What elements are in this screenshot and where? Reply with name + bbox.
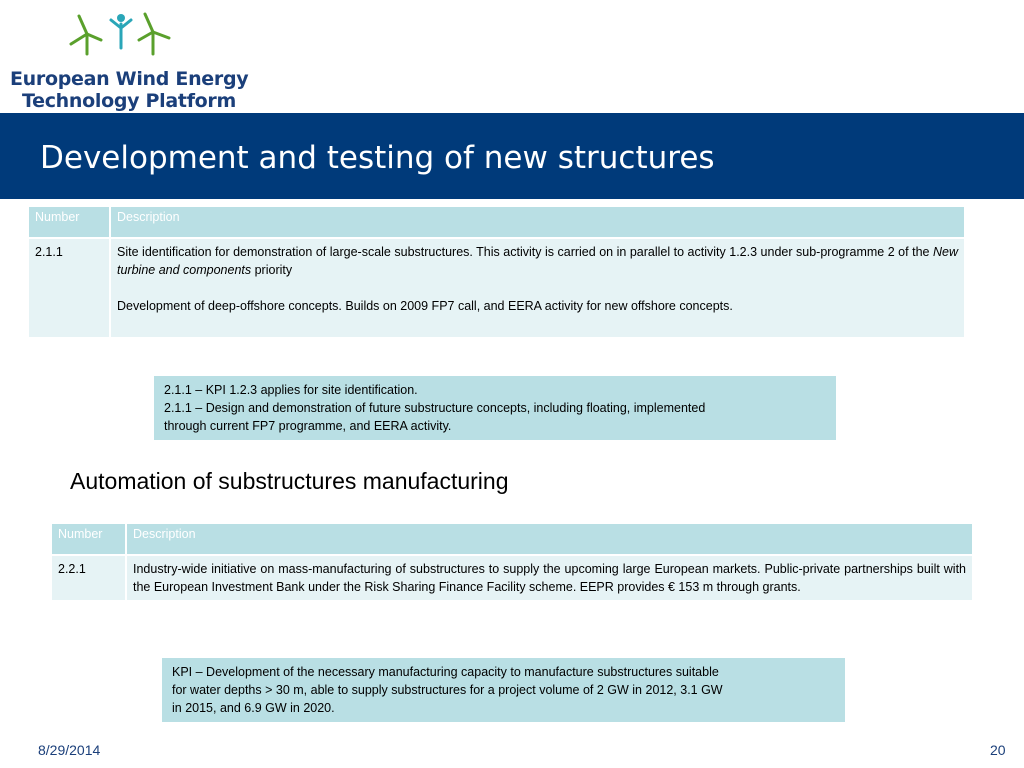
row-number: 2.2.1: [52, 556, 125, 600]
header-number: Number: [29, 207, 109, 237]
header-description: Description: [111, 207, 964, 237]
section-heading: Automation of substructures manufacturing: [70, 468, 509, 494]
footer-date: 8/29/2014: [38, 742, 101, 758]
activity-table-1: [27, 205, 966, 339]
row-description: [111, 239, 964, 337]
header-description: Description: [127, 524, 972, 554]
table-header-row: [29, 207, 964, 237]
row-description: Industry-wide initiative on mass-manufacturing of substructures to supply the upcoming large European markets. Public-private partnerships built with the European Investment Bank under the Risk Sharing Finance Facility scheme. EEPR provides € 153 m through grants.: [127, 556, 972, 600]
kpi-line: through current FP7 programme, and EERA activity.: [164, 419, 452, 433]
desc-text-end: priority: [251, 263, 293, 277]
kpi-line: 2.1.1 – KPI 1.2.3 applies for site identification.: [164, 383, 418, 397]
logo-text-line2: Technology Platform: [22, 90, 236, 112]
page-number: 20: [990, 742, 1006, 758]
slide-title: Development and testing of new structures: [40, 140, 715, 176]
kpi-box-1: [154, 376, 836, 440]
row-number: 2.1.1: [29, 239, 109, 337]
kpi-box-2: [162, 658, 845, 722]
kpi-line: 2.1.1 – Design and demonstration of future substructure concepts, including floating, implemented: [164, 401, 706, 415]
desc-text: Site identification for demonstration of large-scale substructures. This activity is carried on in parallel to activity 1.2.3 under sub-programme 2 of the: [117, 245, 933, 259]
kpi-line: for water depths > 30 m, able to supply substructures for a project volume of 2 GW in 2012, 3.1 GW: [172, 683, 723, 697]
wind-turbines-logo-icon: [65, 10, 175, 56]
desc-paragraph-2: Development of deep-offshore concepts. Builds on 2009 FP7 call, and EERA activity for new offshore concepts.: [117, 299, 733, 313]
table-header-row: [52, 524, 972, 554]
kpi-line: KPI – Development of the necessary manufacturing capacity to manufacture substructures suitable: [172, 665, 719, 679]
etp-logo: [10, 10, 249, 112]
kpi-line: in 2015, and 6.9 GW in 2020.: [172, 701, 335, 715]
logo-text-line1: European Wind Energy: [10, 68, 249, 90]
header-number: Number: [52, 524, 125, 554]
activity-table-2: [50, 522, 974, 602]
table-row: [29, 239, 964, 337]
desc-italic-text: New turbine and components: [117, 245, 958, 277]
table-row: [52, 556, 972, 600]
